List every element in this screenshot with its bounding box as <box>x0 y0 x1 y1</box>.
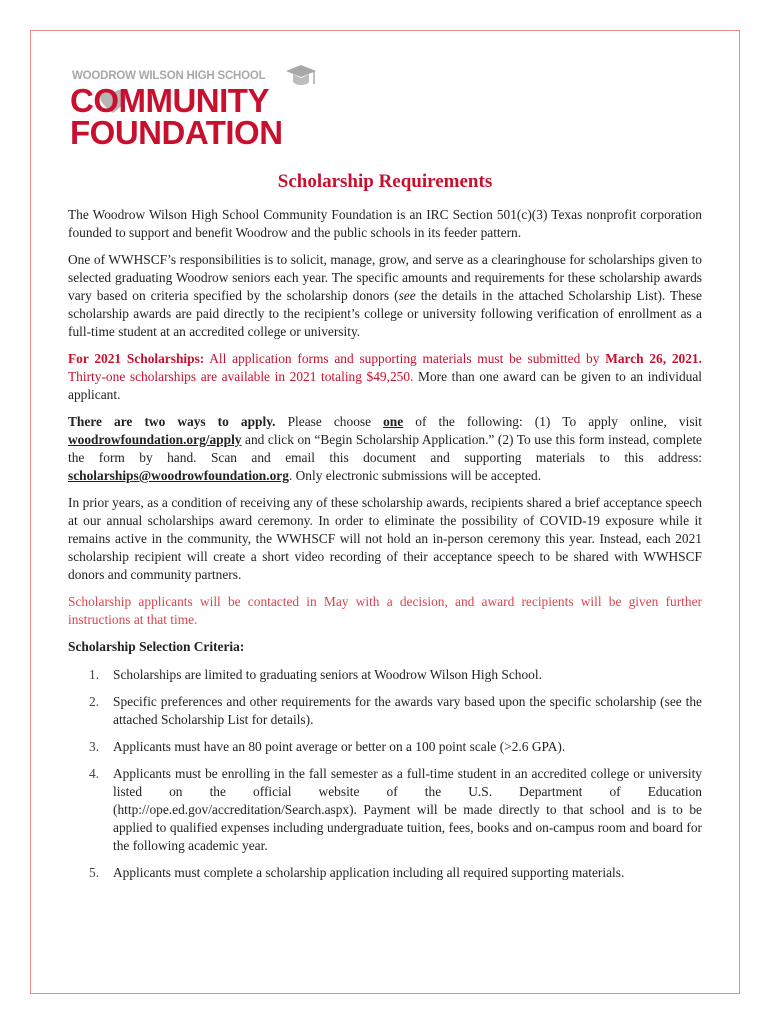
apply-paragraph <box>68 413 702 485</box>
text: More than one award can be given to an individual applicant. <box>68 369 702 402</box>
criteria-heading <box>68 638 702 656</box>
list-number: 5. <box>89 865 100 880</box>
list-item <box>68 864 702 882</box>
deadline-date: March 26, 2021. <box>605 351 702 366</box>
contact-paragraph: Scholarship applicants will be contacted in May with a decision, and award recipients will be given further instructions at that time. <box>68 594 702 627</box>
intro-paragraph: The Woodrow Wilson High School Community Foundation is an IRC Section 501(c)(3) Texas nonprofit corporation founded to support and benefit Woodrow and the public schools in its feeder pattern. <box>68 207 702 240</box>
list-item <box>68 738 702 756</box>
criteria-list <box>68 666 702 882</box>
deadline-lead: For 2021 Scholarships: <box>68 351 205 366</box>
responsibilities-paragraph <box>68 251 702 341</box>
logo-line-foundation: FOUNDATION <box>70 114 283 151</box>
text: Please choose <box>275 414 384 429</box>
list-text: Applicants must complete a scholarship application including all required supporting materials. <box>113 865 625 880</box>
criteria-heading-text: Scholarship Selection Criteria: <box>68 639 245 654</box>
list-item <box>68 666 702 684</box>
list-number: 2. <box>89 694 100 709</box>
apply-link[interactable]: woodrowfoundation.org/apply <box>68 432 242 447</box>
text: . Only electronic submissions will be accepted. <box>288 468 542 483</box>
logo-line-community: COMMUNITY <box>70 82 269 119</box>
list-item <box>68 765 702 855</box>
apply-lead: There are two ways to apply. <box>68 414 276 429</box>
email-link[interactable]: scholarships@woodrowfoundation.org <box>68 468 289 483</box>
text-one: one <box>383 414 404 429</box>
graduation-cap-icon <box>284 62 318 92</box>
list-item <box>68 693 702 729</box>
text: All application forms and supporting materials must be submitted by <box>204 351 606 366</box>
foundation-logo <box>70 68 320 158</box>
list-text: Applicants must have an 80 point average or better on a 100 point scale (>2.6 GPA). <box>113 739 566 754</box>
list-text: Applicants must be enrolling in the fall semester as a full-time student in an accredited college or university listed on the official website of the U.S. Department of Education (http://ope.ed.gov/accreditation/Search.aspx). Payment will be made directly to that school and is to be applied to qualified expenses including undergraduate tuition, fees, books and on-campus room and board for the following academic year. <box>113 766 702 853</box>
logo-school-name: WOODROW WILSON HIGH SCHOOL <box>72 70 266 82</box>
list-number: 1. <box>89 667 100 682</box>
list-text: Specific preferences and other requirements for the awards vary based upon the specific scholarship (see the attached Scholarship List for details). <box>113 694 702 727</box>
deadline-paragraph <box>68 350 702 404</box>
text: the details in the attached Scholarship List). These scholarship awards are paid directly to the recipient’s college or university following verification of enrollment as a full-time student at an accredited college or university. <box>68 288 702 339</box>
list-number: 4. <box>89 766 100 781</box>
text: Thirty-one scholarships are available in 2021 totaling $49,250. <box>68 369 414 384</box>
document-body <box>68 170 702 891</box>
text: One of WWHSCF’s responsibilities is to solicit, manage, grow, and serve as a clearinghouse for scholarships given to selected graduating Woodrow seniors each year. The specific amounts and requirements for these scholarship awards vary based on criteria specified by the scholarship donors ( <box>68 252 702 303</box>
text: and click on “Begin Scholarship Application.” (2) To use this form instead, complete the form by hand. Scan and email this document and supporting materials to this address: <box>68 432 702 465</box>
covid-paragraph: In prior years, as a condition of receiving any of these scholarship awards, recipients shared a brief acceptance speech at our annual scholarships award ceremony. In order to eliminate the possibility of COVID-19 exposure while it remains active in the community, the WWHSCF will not hold an in-person ceremony this year. Instead, each 2021 scholarship recipient will create a short video recording of their acceptance speech to be shared with WWHSCF donors and community partners. <box>68 495 702 582</box>
list-text: Scholarships are limited to graduating seniors at Woodrow Wilson High School. <box>113 667 542 682</box>
text-italic: see <box>398 288 416 303</box>
list-number: 3. <box>89 739 100 754</box>
page-title: Scholarship Requirements <box>277 171 493 192</box>
text: of the following: (1) To apply online, visit <box>403 414 702 429</box>
